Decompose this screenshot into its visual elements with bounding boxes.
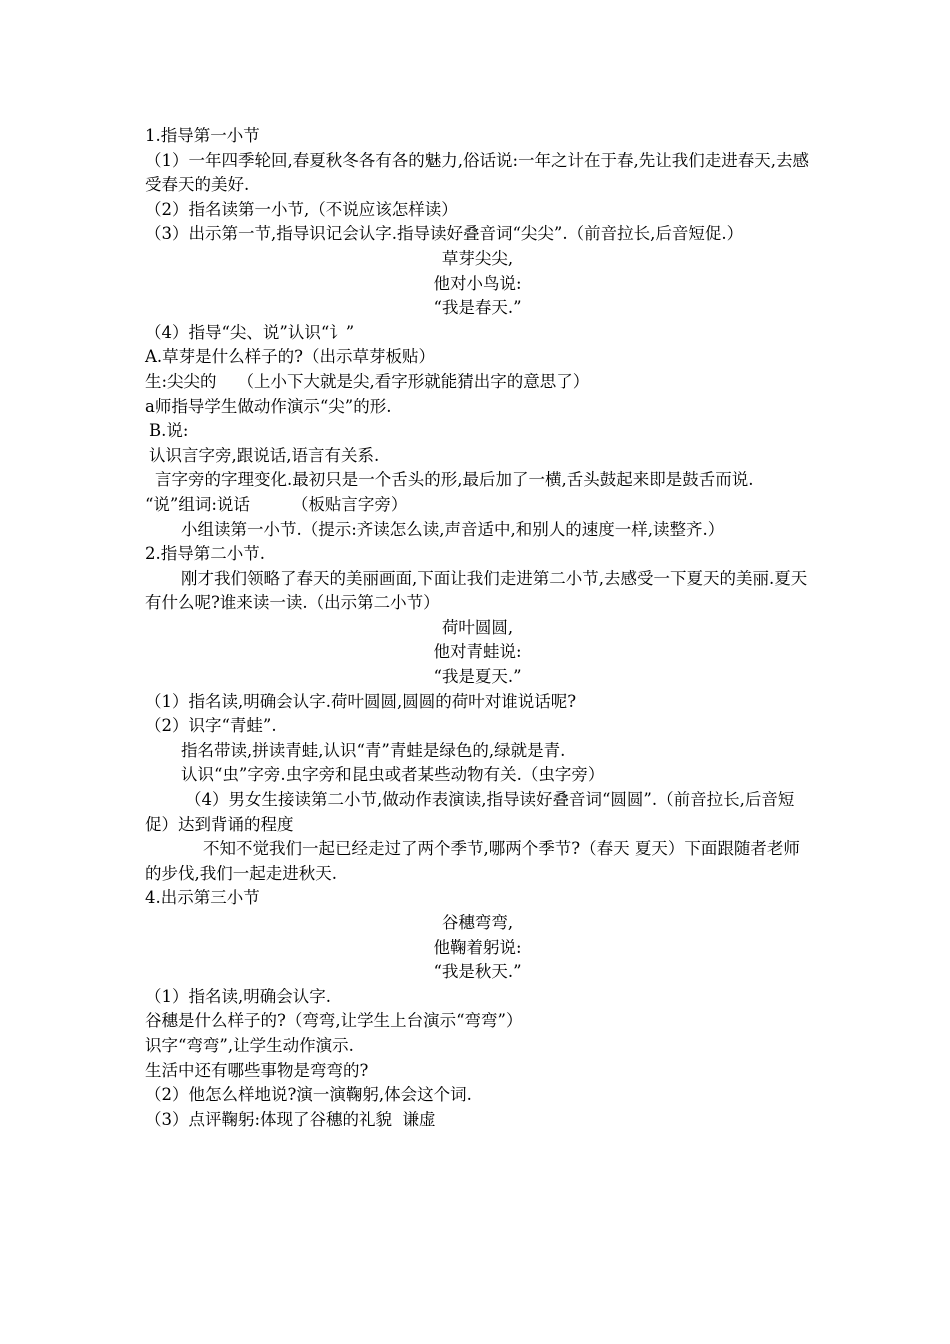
paragraph: 生活中还有哪些事物是弯弯的? (145, 1060, 369, 1080)
paragraph: 言字旁的字理变化.最初只是一个舌头的形,最后加了一横,舌头鼓起来即是鼓舌而说. (155, 470, 754, 490)
paragraph: 生:尖尖的 （上小下大就是尖,看字形就能猜出字的意思了） (145, 371, 590, 391)
paragraph: 小组读第一小节.（提示:齐读怎么读,声音适中,和别人的速度一样,读整齐.） (181, 519, 725, 539)
paragraph: （3）出示第一节,指导识记会认字.指导读好叠音词“尖尖”.（前音拉长,后音短促.） (145, 224, 744, 244)
paragraph: （4）男女生接读第二小节,做动作表演读,指导读好叠音词“圆圆”.（前音拉长,后音短促）达到背诵的程度 (145, 790, 795, 834)
poem-line: 他对小鸟说: (433, 273, 522, 293)
section-heading-1: 1.指导第一小节 (145, 126, 260, 145)
poem-line: “我是夏天.” (433, 667, 522, 687)
poem-line: 草芽尖尖, (441, 248, 514, 268)
poem-line: “我是秋天.” (433, 962, 522, 982)
paragraph: （4）指导“尖、说”认识“讠” (145, 322, 355, 342)
paragraph: 谷穗是什么样子的?（弯弯,让学生上台演示“弯弯”） (145, 1011, 523, 1031)
paragraph: 刚才我们领略了春天的美丽画面,下面让我们走进第二小节,去感受一下夏天的美丽.夏天有什么呢?谁来读一读.（出示第二小节） (145, 568, 808, 613)
document-body (145, 124, 810, 1132)
paragraph: 认识“虫”字旁.虫字旁和昆虫或者某些动物有关.（虫字旁） (181, 765, 605, 785)
paragraph: （1）一年四季轮回,春夏秋冬各有各的魅力,俗话说:一年之计在于春,先让我们走进春天,去感受春天的美好. (145, 150, 810, 195)
poem-line: 他鞠着躬说: (433, 937, 522, 957)
section-heading-2: 2.指导第二小节. (145, 544, 265, 564)
paragraph: 不知不觉我们一起已经走过了两个季节,哪两个季节?（春天 夏天）下面跟随者老师的步伐,我们一起走进秋天. (145, 839, 800, 883)
paragraph: （2）他怎么样地说?演一演鞠躬,体会这个词. (145, 1085, 472, 1105)
paragraph: （1）指名读,明确会认字.荷叶圆圆,圆圆的荷叶对谁说话呢? (145, 691, 577, 711)
section-heading-4: 4.出示第三小节 (145, 888, 260, 908)
paragraph: B.说: (149, 421, 189, 441)
poem-line: “我是春天.” (433, 298, 522, 318)
paragraph: 认识言字旁,跟说话,语言有关系. (149, 445, 380, 465)
poem-line: 荷叶圆圆, (441, 617, 514, 637)
paragraph: a师指导学生做动作演示“尖”的形. (145, 396, 392, 416)
poem-line: 谷穗弯弯, (441, 913, 514, 932)
paragraph: A.草芽是什么样子的?（出示草芽板贴） (145, 347, 436, 367)
paragraph: （2）识字“青蛙”. (145, 716, 277, 736)
paragraph: （1）指名读,明确会认字. (145, 986, 331, 1006)
paragraph: （2）指名读第一小节,（不说应该怎样读） (145, 199, 458, 219)
paragraph: 指名带读,拼读青蛙,认识“青”青蛙是绿色的,绿就是青. (181, 740, 566, 760)
paragraph: “说”组词:说话 （板贴言字旁） (145, 494, 408, 514)
paragraph: 识字“弯弯”,让学生动作演示. (145, 1035, 354, 1055)
poem-line: 他对青蛙说: (433, 642, 522, 662)
paragraph: （3）点评鞠躬:体现了谷穗的礼貌 谦虚 (145, 1109, 436, 1129)
